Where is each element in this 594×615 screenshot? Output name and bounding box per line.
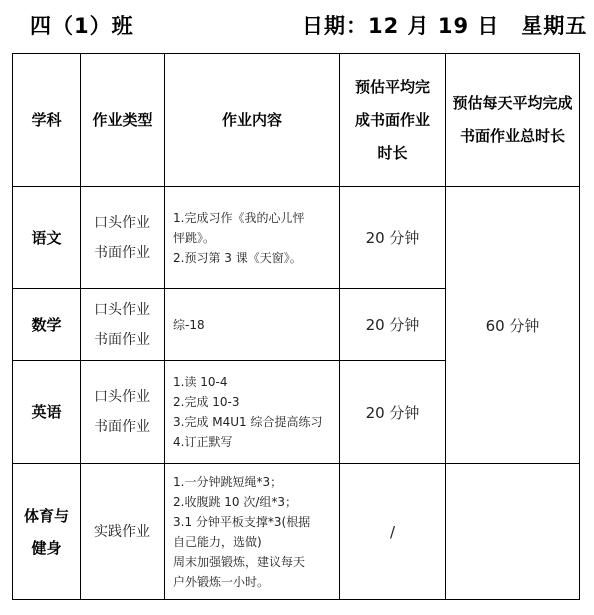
time-cell: 20 分钟 <box>340 187 446 289</box>
total-time-cell: 60 分钟 <box>446 187 580 464</box>
total-time-empty-cell <box>446 464 580 600</box>
content-cell: 综-18 <box>165 289 340 361</box>
header-subject: 学科 <box>13 54 81 187</box>
subject-cell: 数学 <box>13 289 81 361</box>
header-total-time: 预估每天平均完成 书面作业总时长 <box>446 54 580 187</box>
time-cell: / <box>340 464 446 600</box>
type-cell: 口头作业 书面作业 <box>81 361 165 464</box>
date-line <box>302 10 587 40</box>
time-cell: 20 分钟 <box>340 289 446 361</box>
header-time: 预估平均完 成书面作业 时长 <box>340 54 446 187</box>
type-cell: 实践作业 <box>81 464 165 600</box>
content-cell: 1.一分钟跳短绳*3； 2.收腹跳 10 次/组*3； 3.1 分钟平板支撑*3(根据 自己能力，选做) 周末加强锻炼，建议每天 户外锻炼一小时。 <box>165 464 340 600</box>
type-cell: 口头作业 书面作业 <box>81 187 165 289</box>
subject-cell: 语文 <box>13 187 81 289</box>
table-header-row <box>13 54 580 187</box>
table-row <box>13 464 580 600</box>
date-label: 日期：12 月 19 日 <box>302 14 500 38</box>
subject-cell: 体育与 健身 <box>13 464 81 600</box>
content-cell: 1.读 10-4 2.完成 10-3 3.完成 M4U1 综合提高练习 4.订正默写 <box>165 361 340 464</box>
content-cell: 1.完成习作《我的心儿怦 怦跳》。 2.预习第 3 课《天窗》。 <box>165 187 340 289</box>
header-content: 作业内容 <box>165 54 340 187</box>
subject-cell: 英语 <box>13 361 81 464</box>
table-row <box>13 187 580 289</box>
time-cell: 20 分钟 <box>340 361 446 464</box>
class-name: 四（1）班 <box>30 14 134 38</box>
header-type: 作业类型 <box>81 54 165 187</box>
homework-table <box>12 53 580 600</box>
weekday: 星期五 <box>521 14 588 38</box>
page-header <box>0 0 594 52</box>
type-cell: 口头作业 书面作业 <box>81 289 165 361</box>
